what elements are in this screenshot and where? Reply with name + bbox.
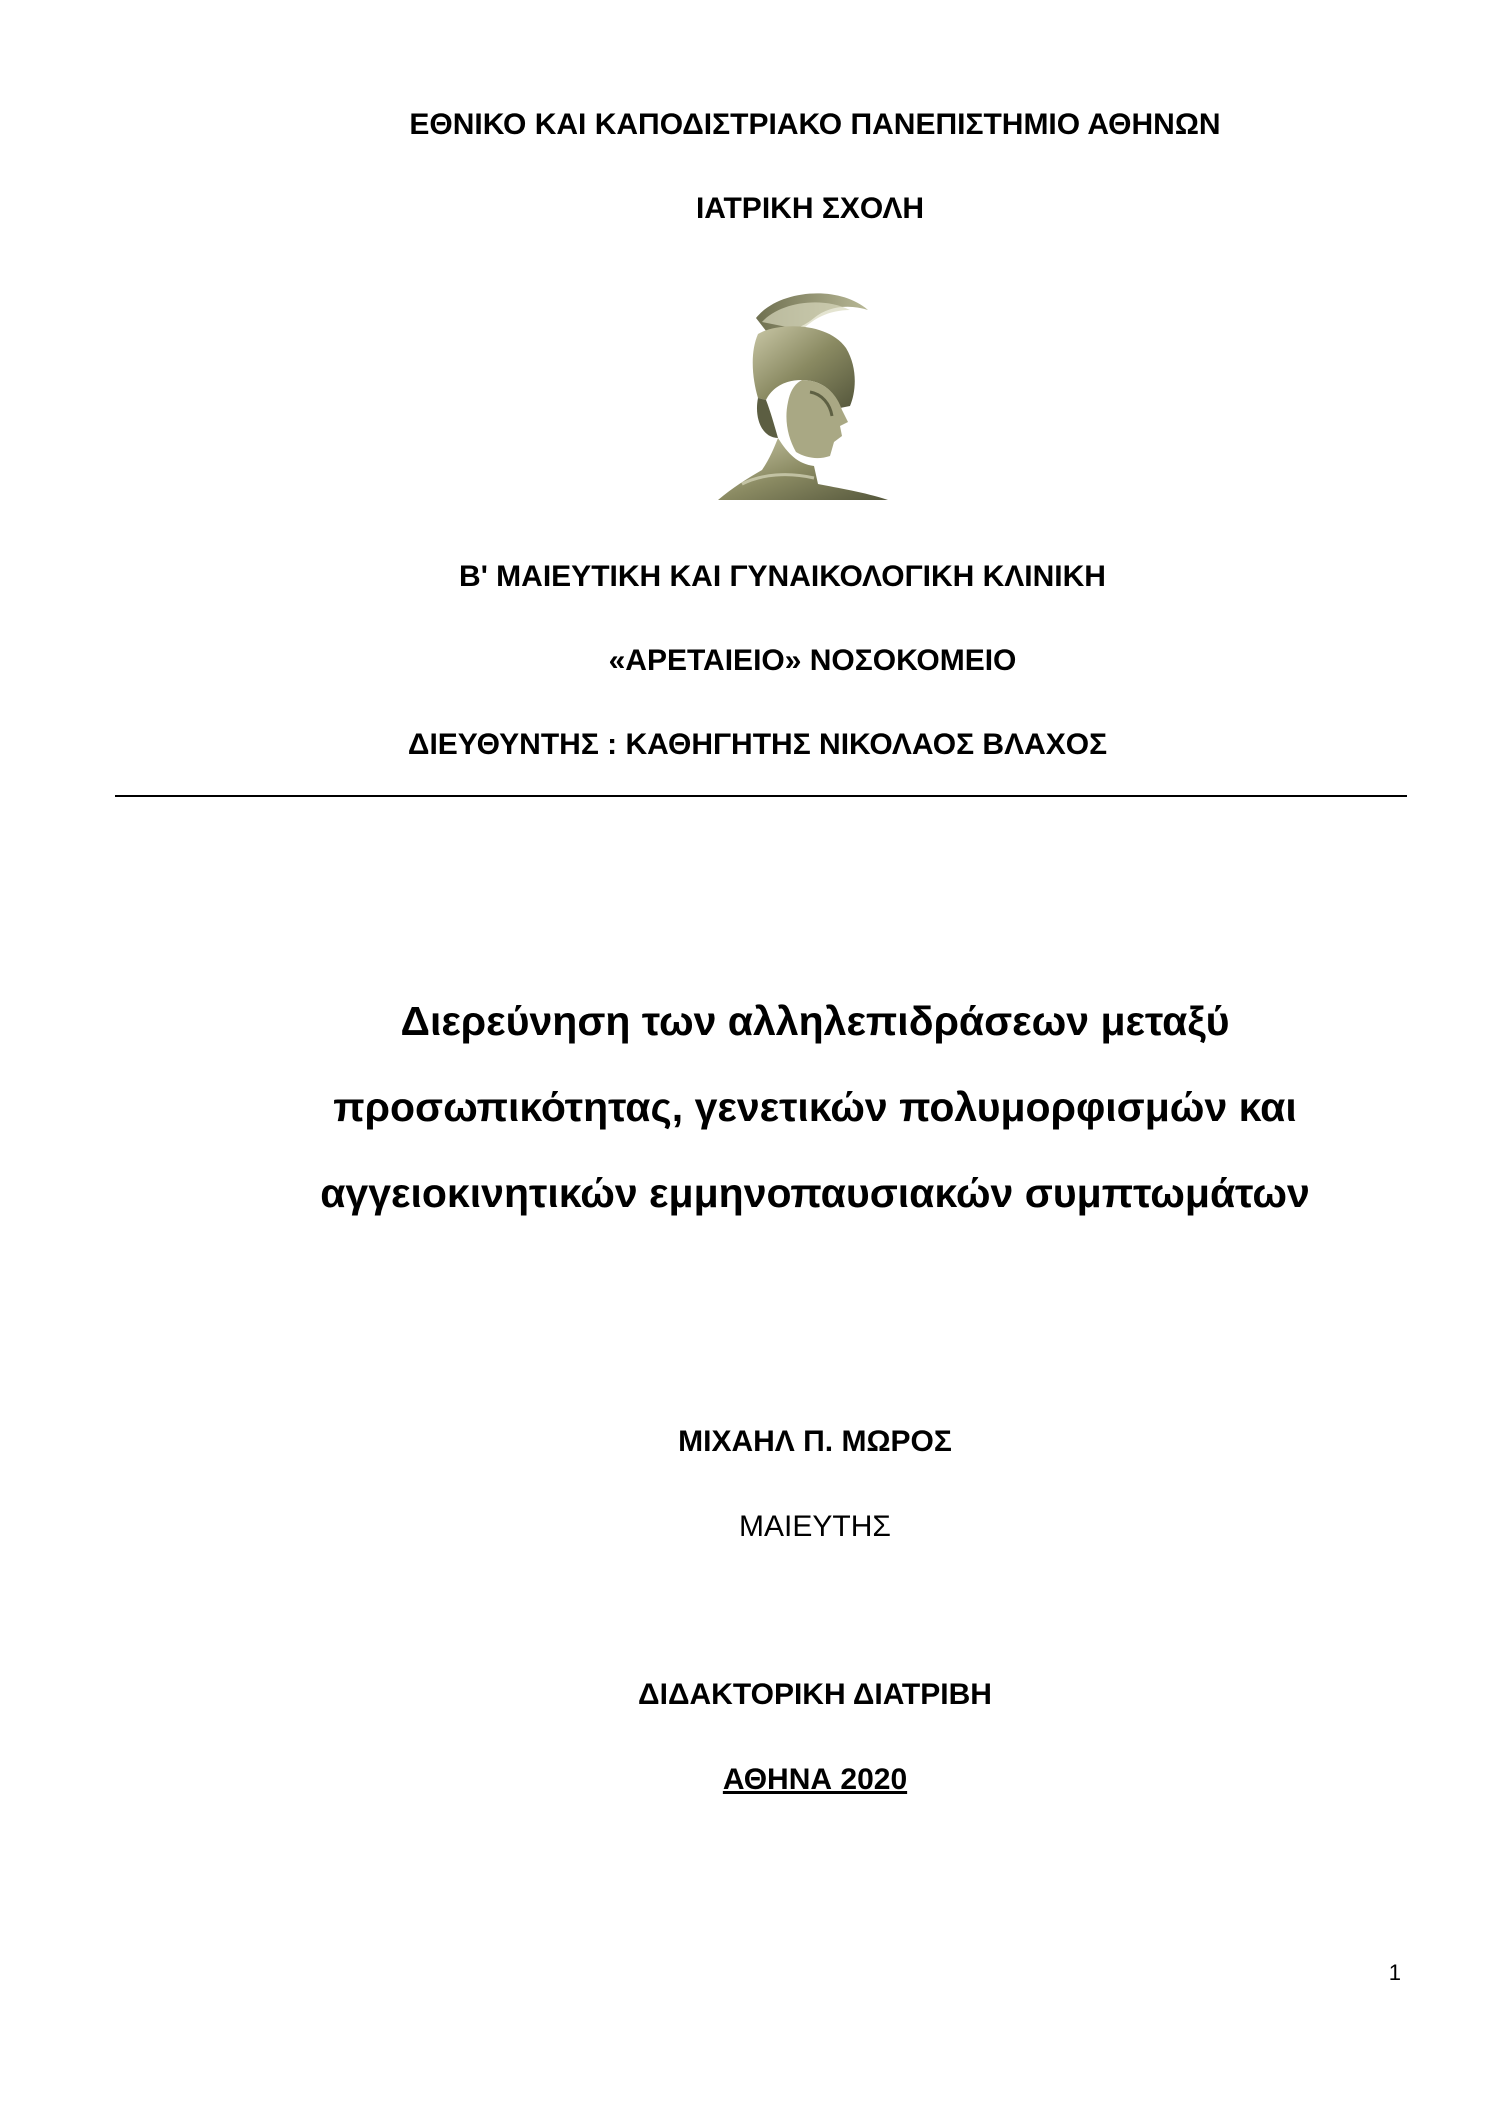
place-and-year: ΑΘΗΝΑ 2020 <box>722 1763 908 1796</box>
author-role: ΜΑΙΕΥΤΗΣ <box>739 1510 891 1543</box>
athena-helmet-logo-icon <box>718 288 900 500</box>
clinic-name: Β' ΜΑΙΕΥΤΙΚΗ ΚΑΙ ΓΥΝΑΙΚΟΛΟΓΙΚΗ ΚΛΙΝΙΚΗ <box>459 560 1106 593</box>
school-name: ΙΑΤΡΙΚΗ ΣΧΟΛΗ <box>695 192 925 225</box>
director-line: ΔΙΕΥΘΥΝΤΗΣ : ΚΑΘΗΓΗΤΗΣ ΝΙΚΟΛΑΟΣ ΒΛΑΧΟΣ <box>407 728 1108 761</box>
header-divider <box>115 795 1407 797</box>
page-number: 1 <box>1388 1960 1401 1985</box>
author-name: ΜΙΧΑΗΛ Π. ΜΩΡΟΣ <box>678 1425 952 1458</box>
title-line: προσωπικότητας, γενετικών πολυμορφισμών και <box>333 1084 1297 1130</box>
thesis-title <box>0 978 1489 1236</box>
title-line: αγγειοκινητικών εμμηνοπαυσιακών συμπτωμάτων <box>320 1170 1310 1216</box>
thesis-type: ΔΙΔΑΚΤΟΡΙΚΗ ΔΙΑΤΡΙΒΗ <box>638 1678 992 1711</box>
hospital-name: «ΑΡΕΤΑΙΕΙΟ» ΝΟΣΟΚΟΜΕΙΟ <box>608 644 1017 677</box>
title-line: Διερεύνηση των αλληλεπιδράσεων μεταξύ <box>400 998 1230 1044</box>
university-name: ΕΘΝΙΚΟ ΚΑΙ ΚΑΠΟΔΙΣΤΡΙΑΚΟ ΠΑΝΕΠΙΣΤΗΜΙΟ ΑΘΗΝΩΝ <box>409 108 1221 141</box>
